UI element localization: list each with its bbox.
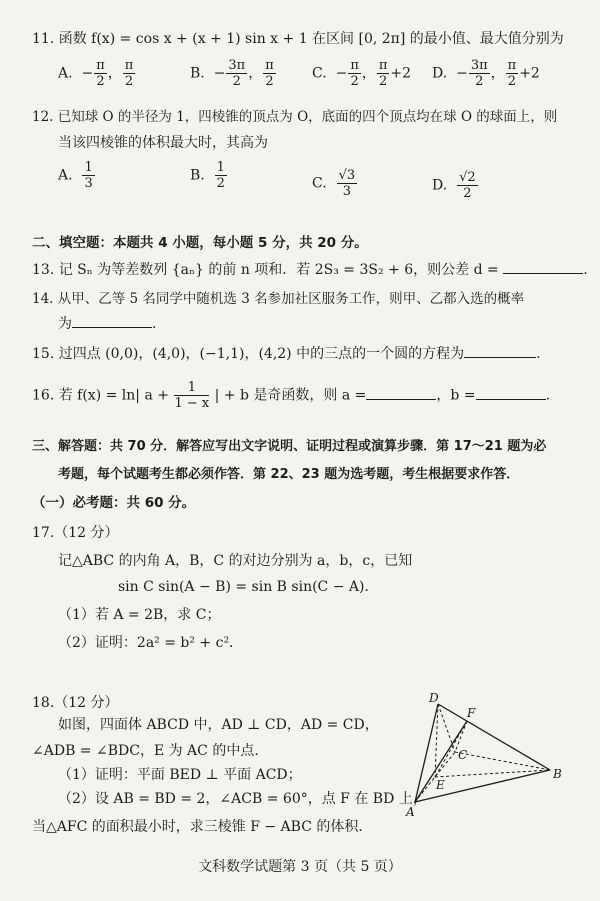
- denominator: 2: [475, 74, 484, 89]
- q16-post: | + b 是奇函数，则 a =: [214, 387, 367, 404]
- fraction: [377, 58, 390, 89]
- sign: −: [81, 65, 94, 82]
- denominator: 3: [84, 176, 93, 191]
- q18-part3: 当△AFC 的面积最小时，求三棱锥 F − ABC 的体积．: [32, 819, 373, 835]
- q13-text: 13. 记 Sₙ 为等差数列 {aₙ} 的前 n 项和．若 2S₃ = 3S₂ + 6，则公差 d =: [32, 262, 499, 278]
- q16-mid: ，b =: [436, 387, 476, 404]
- q17-line1: 记△ABC 的内角 A，B，C 的对边分别为 a，b，c，已知: [58, 553, 413, 569]
- label-c: C: [458, 748, 468, 762]
- q12-stem-line1: 12. 已知球 O 的半径为 1，四棱锥的顶点为 O，底面的四个顶点均在球 O 的球面上，则: [32, 109, 558, 125]
- separator: ，: [107, 65, 122, 82]
- q15-text: 15. 过四点 (0,0)，(4,0)，(−1,1)，(4,2) 中的三点的一个圆的方程为: [32, 346, 465, 362]
- denominator: 2: [378, 74, 388, 89]
- q11-option-a: [58, 58, 136, 89]
- q12-stem-line2: 当该四棱锥的体积最大时，其高为: [58, 135, 268, 151]
- label-d: D: [429, 691, 439, 705]
- denominator: 2: [124, 74, 134, 89]
- numerator: π: [96, 58, 105, 73]
- fraction: [174, 380, 209, 411]
- numerator: 3π: [228, 58, 246, 73]
- fraction: [469, 58, 490, 89]
- option-label: D.: [432, 65, 448, 82]
- section-fill-in-heading: 二、填空题：本题共 4 小题，每小题 5 分，共 20 分。: [32, 235, 368, 251]
- option-label: B.: [190, 65, 205, 82]
- numerator: 3π: [470, 58, 488, 73]
- section-answer-heading-line2: 考题，每个试题考生都必须作答．第 22、23 题为选考题，考生根据要求作答．: [58, 467, 520, 482]
- q11-option-c: [312, 58, 411, 89]
- fraction: [263, 58, 276, 89]
- option-label: A.: [58, 65, 73, 82]
- label-e: E: [436, 778, 445, 792]
- denominator: 3: [342, 184, 351, 199]
- numerator: √3: [338, 168, 356, 183]
- denominator: 2: [232, 74, 241, 89]
- label-b: B: [553, 767, 562, 781]
- q17-head: 17.（12 分）: [32, 525, 119, 541]
- option-label: D.: [432, 177, 448, 194]
- fraction: [123, 58, 136, 89]
- section-answer-heading-line1: 三、解答题：共 70 分．解答应写出文字说明、证明过程或演算步骤．第 17～21 题为必: [32, 439, 547, 454]
- page-footer: 文科数学试题第 3 页（共 5 页）: [198, 859, 402, 875]
- q11-option-d: [432, 58, 540, 89]
- q12-option-a: [58, 160, 96, 191]
- fraction: [82, 160, 94, 191]
- numerator: 1: [174, 380, 209, 396]
- numerator: 1: [216, 160, 225, 175]
- q18-line1: 如图，四面体 ABCD 中，AD ⊥ CD，AD = CD，: [58, 717, 379, 733]
- option-label: C.: [312, 175, 327, 192]
- separator: ，: [490, 65, 505, 82]
- q11-stem: 11. 函数 f(x) = cos x + (x + 1) sin x + 1 在区间 [0, 2π] 的最小值、最大值分别为: [32, 31, 564, 47]
- fraction: [337, 168, 358, 199]
- separator: ，: [248, 65, 263, 82]
- q13: 13. 记 Sₙ 为等差数列 {aₙ} 的前 n 项和．若 2S₃ = 3S₂ + 6，则公差 d = .: [32, 262, 588, 278]
- fraction: [226, 58, 247, 89]
- denominator: 2: [463, 186, 472, 201]
- answer-blank-b[interactable]: [476, 386, 546, 400]
- denominator: 2: [350, 74, 359, 89]
- numerator: π: [378, 58, 388, 73]
- label-a: A: [406, 805, 415, 819]
- denominator: 2: [507, 74, 517, 89]
- q16-pre: 16. 若 f(x) = ln| a +: [32, 387, 169, 404]
- q14-line1: 14. 从甲、乙等 5 名同学中随机选 3 名参加社区服务工作，则甲、乙都入选的概率: [32, 291, 525, 307]
- option-label: A.: [58, 167, 73, 184]
- q15: 15. 过四点 (0,0)，(4,0)，(−1,1)，(4,2) 中的三点的一个圆的方程为 .: [32, 346, 541, 362]
- answer-blank[interactable]: [464, 344, 536, 358]
- q12-option-d: [432, 170, 479, 201]
- suffix: +2: [519, 65, 540, 82]
- suffix: +2: [390, 65, 412, 82]
- q18-head: 18.（12 分）: [32, 695, 119, 711]
- numerator: π: [265, 58, 274, 73]
- numerator: √2: [459, 170, 476, 185]
- fraction: [94, 58, 107, 89]
- q18-line2: ∠ADB = ∠BDC，E 为 AC 的中点．: [32, 743, 269, 759]
- numerator: π: [124, 58, 134, 73]
- fraction: [457, 170, 478, 201]
- section-required-heading: （一）必考题：共 60 分。: [32, 495, 196, 511]
- tetrahedron-figure: [405, 690, 570, 820]
- q12-option-b: [190, 160, 228, 191]
- denominator: 1 − x: [174, 396, 210, 411]
- q18-part1: （1）证明：平面 BED ⊥ 平面 ACD；: [58, 767, 302, 783]
- q18-part2: （2）设 AB = BD = 2，∠ACB = 60°，点 F 在 BD 上，: [58, 791, 427, 807]
- q14-line2: 为 .: [58, 316, 157, 332]
- fraction: [348, 58, 361, 89]
- q17-equation: sin C sin(A − B) = sin B sin(C − A)．: [118, 579, 379, 595]
- numerator: π: [507, 58, 517, 73]
- option-label: B.: [190, 167, 205, 184]
- denominator: 2: [96, 74, 105, 89]
- numerator: 1: [84, 160, 93, 175]
- fraction: [215, 160, 227, 191]
- option-label: C.: [312, 65, 327, 82]
- q14-line2-text: 为: [58, 316, 72, 332]
- fraction: [506, 58, 519, 89]
- answer-blank[interactable]: [503, 260, 583, 274]
- sign: −: [335, 65, 348, 82]
- sign: −: [456, 65, 468, 82]
- answer-blank[interactable]: [72, 314, 152, 328]
- label-f: F: [467, 706, 476, 720]
- q17-part1: （1）若 A = 2B，求 C；: [58, 607, 221, 623]
- q11-option-b: [190, 58, 277, 89]
- q16: [32, 380, 550, 411]
- q16-end: .: [545, 387, 551, 404]
- numerator: π: [350, 58, 359, 73]
- edge-db: [438, 704, 550, 770]
- separator: ，: [361, 65, 376, 82]
- sign: −: [213, 65, 226, 82]
- denominator: 2: [265, 74, 274, 89]
- q17-part2: （2）证明：2a² = b² + c²．: [58, 635, 244, 651]
- answer-blank-a[interactable]: [366, 386, 436, 400]
- denominator: 2: [216, 176, 225, 191]
- q12-option-c: [312, 168, 358, 199]
